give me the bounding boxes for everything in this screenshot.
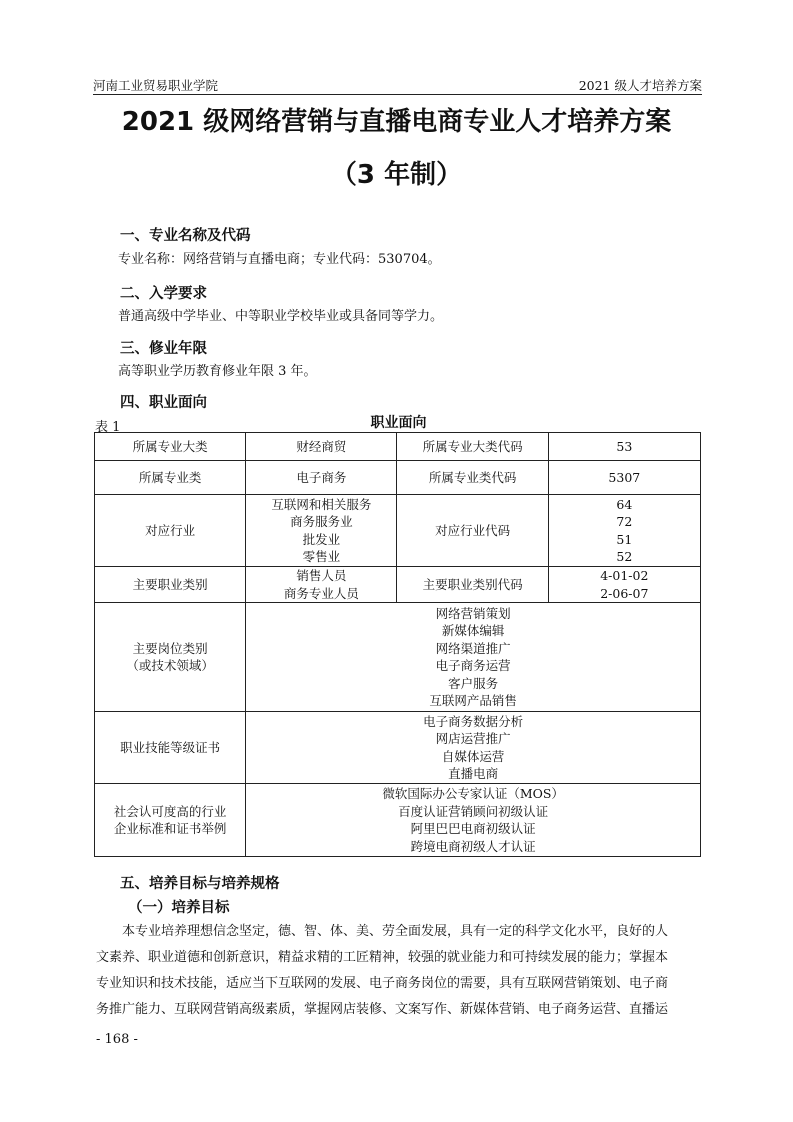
cell-value: 财经商贸 bbox=[246, 433, 397, 461]
paragraph-line: 专业知识和技术技能，适应当下互联网的发展、电子商务岗位的需要，具有互联网营销策划、电子商 bbox=[96, 976, 669, 991]
list-item: 微软国际办公专家认证（MOS） bbox=[382, 786, 564, 801]
list-item: 商务服务业 bbox=[290, 514, 353, 529]
cell-key: 主要职业类别 bbox=[95, 567, 246, 603]
table-row bbox=[95, 461, 701, 495]
cell-value-list bbox=[246, 603, 701, 712]
cell-key-line: 主要岗位类别 bbox=[132, 640, 208, 656]
cell-value: 5307 bbox=[548, 461, 700, 495]
section-3-text: 高等职业学历教育修业年限 3 年。 bbox=[118, 364, 317, 379]
list-item: 百度认证营销顾问初级认证 bbox=[398, 803, 549, 819]
list-item: 电子商务运营 bbox=[435, 658, 511, 673]
list-item: 网络渠道推广 bbox=[435, 640, 511, 656]
list-item: 4-01-02 bbox=[600, 568, 649, 583]
cell-value-list bbox=[246, 712, 701, 784]
cell-key bbox=[95, 784, 246, 857]
list-item: 批发业 bbox=[302, 531, 341, 547]
cell-key: 所属专业大类代码 bbox=[397, 433, 548, 461]
table-caption: 职业面向 bbox=[370, 415, 427, 431]
cell-value: 53 bbox=[548, 433, 700, 461]
list-item: 自媒体运营 bbox=[441, 748, 505, 764]
section-5-heading: 五、培养目标与培养规格 bbox=[120, 876, 280, 892]
table-row bbox=[95, 603, 701, 712]
list-item: 64 bbox=[616, 496, 633, 512]
section-2-text: 普通高级中学毕业、中等职业学校毕业或具备同等学力。 bbox=[118, 309, 444, 324]
section-1-text: 专业名称：网络营销与直播电商；专业代码：530704。 bbox=[118, 252, 441, 267]
paragraph-line: 本专业培养理想信念坚定，德、智、体、美、劳全面发展，具有一定的科学文化水平，良好的人 bbox=[122, 924, 669, 939]
list-item: 客户服务 bbox=[448, 675, 499, 691]
table-label: 表 1 bbox=[95, 420, 121, 435]
header-rule bbox=[93, 94, 702, 95]
section-1-heading: 一、专业名称及代码 bbox=[120, 228, 251, 244]
table-row bbox=[95, 712, 701, 784]
section-5-subheading: （一）培养目标 bbox=[128, 900, 230, 916]
list-item: 销售人员 bbox=[296, 568, 347, 583]
list-item: 2-06-07 bbox=[600, 585, 649, 601]
cell-key: 所属专业类 bbox=[95, 461, 246, 495]
paragraph-line: 务推广能力、互联网营销高级素质，掌握网店装修、文案写作、新媒体营销、电子商务运营、直播运 bbox=[96, 1002, 669, 1017]
occupation-table bbox=[94, 432, 701, 857]
list-item: 直播电商 bbox=[448, 766, 499, 781]
cell-value-list bbox=[246, 784, 701, 857]
list-item: 互联网和相关服务 bbox=[271, 496, 372, 512]
cell-value-list bbox=[548, 495, 700, 567]
cell-key bbox=[95, 603, 246, 712]
table-row bbox=[95, 567, 701, 603]
list-item: 零售业 bbox=[302, 549, 341, 564]
list-item: 72 bbox=[616, 514, 633, 529]
cell-key: 对应行业 bbox=[95, 495, 246, 567]
cell-key-line: （或技术领域） bbox=[126, 658, 214, 673]
list-item: 跨境电商初级人才认证 bbox=[410, 838, 536, 854]
list-item: 网络营销策划 bbox=[435, 605, 511, 621]
page-number: - 168 - bbox=[96, 1032, 138, 1047]
page-subtitle: （3 年制） bbox=[330, 160, 463, 190]
cell-key: 主要职业类别代码 bbox=[397, 567, 548, 603]
table-row bbox=[95, 784, 701, 857]
header-doc-title: 2021 级人才培养方案 bbox=[578, 78, 702, 93]
section-3-heading: 三、修业年限 bbox=[120, 341, 207, 357]
cell-value-list bbox=[246, 567, 397, 603]
cell-key: 职业技能等级证书 bbox=[95, 712, 246, 784]
cell-value: 电子商务 bbox=[246, 461, 397, 495]
list-item: 52 bbox=[616, 549, 633, 564]
cell-value-list bbox=[548, 567, 700, 603]
list-item: 51 bbox=[616, 531, 633, 547]
running-header bbox=[93, 76, 702, 94]
list-item: 阿里巴巴电商初级认证 bbox=[410, 821, 536, 836]
list-item: 商务专业人员 bbox=[283, 585, 359, 601]
table-row bbox=[95, 495, 701, 567]
table-row bbox=[95, 433, 701, 461]
body-paragraph bbox=[96, 919, 702, 1023]
cell-key: 所属专业类代码 bbox=[397, 461, 548, 495]
section-2-heading: 二、入学要求 bbox=[120, 286, 207, 302]
paragraph-line: 文素养、职业道德和创新意识，精益求精的工匠精神，较强的就业能力和可持续发展的能力；掌握本 bbox=[96, 950, 669, 965]
section-4-heading: 四、职业面向 bbox=[120, 395, 207, 411]
cell-key-line: 企业标准和证书举例 bbox=[113, 821, 227, 836]
cell-key-line: 社会认可度高的行业 bbox=[113, 803, 227, 819]
list-item: 网店运营推广 bbox=[435, 731, 511, 746]
list-item: 互联网产品销售 bbox=[429, 693, 517, 708]
page-title: 2021 级网络营销与直播电商专业人才培养方案 bbox=[121, 107, 672, 137]
cell-key: 所属专业大类 bbox=[95, 433, 246, 461]
cell-key: 对应行业代码 bbox=[397, 495, 548, 567]
cell-value-list bbox=[246, 495, 397, 567]
list-item: 新媒体编辑 bbox=[441, 623, 505, 638]
list-item: 电子商务数据分析 bbox=[423, 713, 524, 729]
header-institution: 河南工业贸易职业学院 bbox=[93, 78, 219, 93]
